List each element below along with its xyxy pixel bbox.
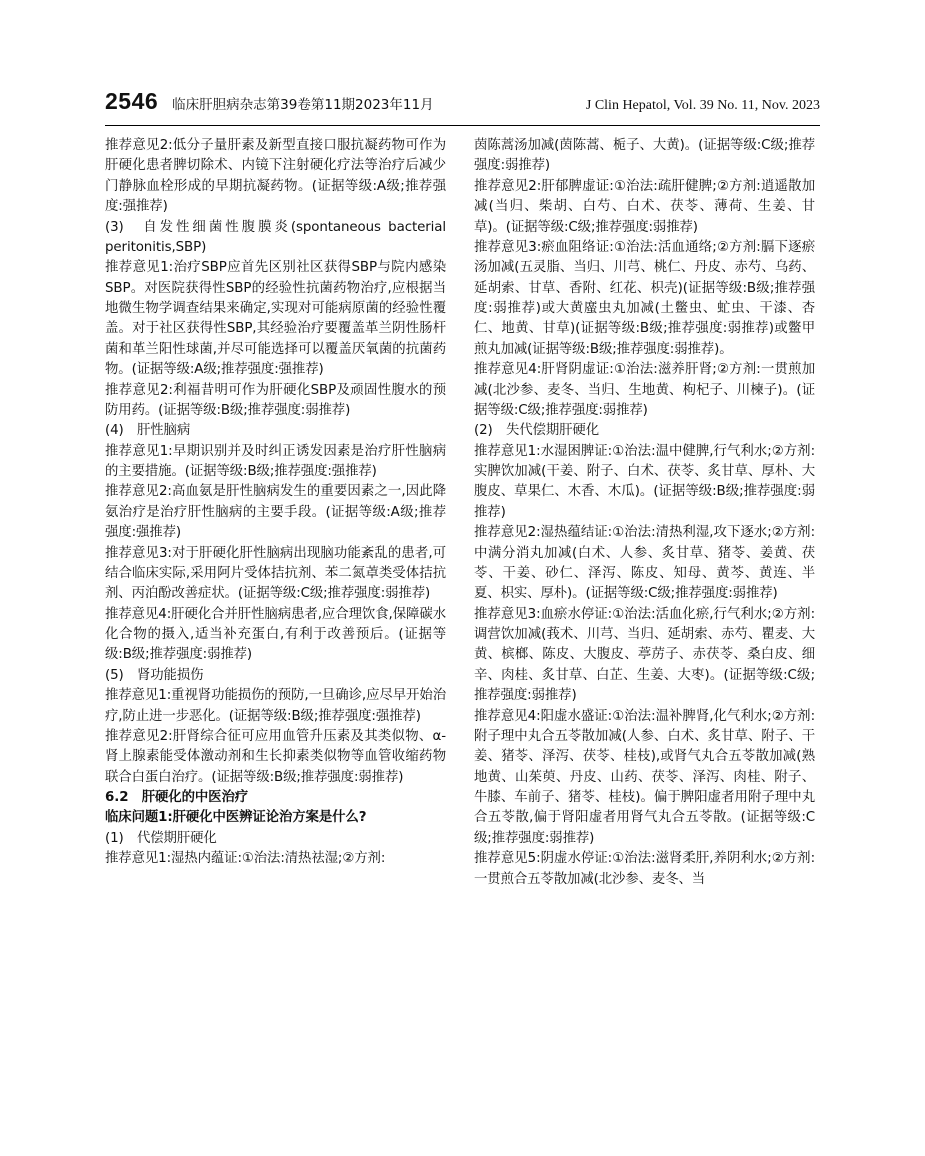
rec-1-renal: 推荐意见1:重视肾功能损伤的预防,一旦确诊,应尽早开始治疗,防止进一步恶化。(证据等级:B级;推荐强度:强推荐) — [105, 688, 446, 724]
heading-hepatic-encephalopathy: (4) 肝性脑病 — [105, 423, 191, 439]
rec-2-damp-heat-accum: 推荐意见2:湿热蕴结证:①治法:清热利湿,攻下逐水;②方剂:中满分消丸加减(白术、人参、炙甘草、猪苓、姜黄、茯苓、干姜、砂仁、泽泻、陈皮、知母、黄芩、黄连、半夏、枳实、厚朴)。(证据等级:C级;推荐强度:弱推荐) — [474, 525, 815, 602]
rec-2-renal: 推荐意见2:肝肾综合征可应用血管升压素及其类似物、α-肾上腺素能受体激动剂和生长抑素类似物等血管收缩药物联合白蛋白治疗。(证据等级:B级;推荐强度:弱推荐) — [105, 728, 446, 785]
page-header — [105, 88, 820, 115]
rec-2-he: 推荐意见2:高血氨是肝性脑病发生的重要因素之一,因此降氨治疗是治疗肝性脑病的主要手段。(证据等级:A级;推荐强度:强推荐) — [105, 484, 446, 541]
rec-1-sbp: 推荐意见1:治疗SBP应首先区别社区获得SBP与院内感染SBP。对医院获得性SBP的经验性抗菌药物治疗,应根据当地微生物学调查结果来确定,实现对可能病原菌的经验性覆盖。对于社区获得性SBP,其经验治疗要覆盖革兰阴性肠杆菌和革兰阳性球菌,并尽可能选择可以覆盖厌氧菌的抗菌药物。(证据等级:A级;推荐强度:强推荐) — [105, 260, 446, 378]
rec-2-sbp: 推荐意见2:利福昔明可作为肝硬化SBP及顽固性腹水的预防用药。(证据等级:B级;推荐强度:弱推荐) — [105, 382, 446, 418]
rec-3-blood-stasis-water: 推荐意见3:血瘀水停证:①治法:活血化瘀,行气利水;②方剂:调营饮加减(莪术、川芎、当归、延胡索、赤芍、瞿麦、大黄、槟榔、陈皮、大腹皮、葶苈子、赤茯苓、桑白皮、细辛、肉桂、炙甘草、白芷、生姜、大枣)。(证据等级:C级;推荐强度:弱推荐) — [474, 606, 815, 704]
heading-renal-impairment: (5) 肾功能损伤 — [105, 667, 204, 683]
rec-4-liver-kidney-yin: 推荐意见4:肝肾阴虚证:①治法:滋养肝肾;②方剂:一贯煎加减(北沙参、麦冬、当归、生地黄、枸杞子、川楝子)。(证据等级:C级;推荐强度:弱推荐) — [474, 362, 815, 418]
rec-3-he: 推荐意见3:对于肝硬化肝性脑病出现脑功能紊乱的患者,可结合临床实际,采用阿片受体拮抗剂、苯二氮䓬类受体拮抗剂、丙泊酚改善症状。(证据等级:C级;推荐强度:弱推荐) — [105, 545, 446, 602]
rec-4-he: 推荐意见4:肝硬化合并肝性脑病患者,应合理饮食,保障碳水化合物的摄入,适当补充蛋白,有利于改善预后。(证据等级:B级;推荐强度:弱推荐) — [105, 606, 446, 663]
header-rule — [105, 125, 820, 126]
rec-1-he: 推荐意见1:早期识别并及时纠正诱发因素是治疗肝性脑病的主要措施。(证据等级:B级;推荐强度:强推荐) — [105, 443, 446, 479]
rec-2-anticoagulant: 推荐意见2:低分子量肝素及新型直接口服抗凝药物可作为肝硬化患者脾切除术、内镜下注射硬化疗法等治疗后减少门静脉血栓形成的早期抗凝药物。(证据等级:A级;推荐强度:强推荐) — [105, 138, 446, 215]
two-column-body — [105, 136, 820, 890]
right-column — [474, 136, 815, 890]
rec-5-yin-deficiency: 推荐意见5:阴虚水停证:①治法:滋肾柔肝,养阴利水;②方剂:一贯煎合五苓散加减(北沙参、麦冬、当 — [474, 851, 815, 887]
rec-3-blood-stasis: 推荐意见3:瘀血阻络证:①治法:活血通络;②方剂:膈下逐瘀汤加减(五灵脂、当归、川芎、桃仁、丹皮、赤芍、乌药、延胡索、甘草、香附、红花、枳壳)(证据等级:B级;推荐强度:弱推荐)或大黄䗪虫丸加减(土鳖虫、虻虫、干漆、杏仁、地黄、甘草)(证据等级:B级;推荐强度:弱推荐)或鳖甲煎丸加减(证据等级:B级;推荐强度:弱推荐)。 — [474, 239, 815, 357]
rec-1-yinchenhao-cont: 茵陈蒿汤加减(茵陈蒿、栀子、大黄)。(证据等级:C级;推荐强度:弱推荐) — [474, 138, 815, 174]
rec-1-water-damp: 推荐意见1:水湿困脾证:①治法:温中健脾,行气利水;②方剂:实脾饮加减(干姜、附子、白术、茯苓、炙甘草、厚朴、大腹皮、草果仁、木香、木瓜)。(证据等级:B级;推荐强度:弱推荐) — [474, 443, 815, 520]
rec-1-damp-heat: 推荐意见1:湿热内蕴证:①治法:清热祛湿;②方剂: — [105, 851, 386, 867]
journal-title-en: J Clin Hepatol, Vol. 39 No. 11, Nov. 2023 — [585, 98, 820, 113]
heading-decompensated: (2) 失代偿期肝硬化 — [474, 423, 599, 439]
section-heading-6-2: 6.2 肝硬化的中医治疗 — [105, 790, 249, 805]
left-column — [105, 136, 446, 870]
heading-compensated: (1) 代偿期肝硬化 — [105, 830, 217, 846]
heading-sbp: (3) 自发性细菌性腹膜炎(spontaneous bacterial peritonitis,SBP) — [105, 219, 446, 255]
rec-2-liver-depression: 推荐意见2:肝郁脾虚证:①治法:疏肝健脾;②方剂:逍遥散加减(当归、柴胡、白芍、白术、茯苓、薄荷、生姜、甘草)。(证据等级:C级;推荐强度:弱推荐) — [474, 178, 815, 235]
page-number: 2546 — [105, 88, 159, 114]
rec-4-yang-deficiency: 推荐意见4:阳虚水盛证:①治法:温补脾肾,化气利水;②方剂:附子理中丸合五苓散加减(人参、白术、炙甘草、附子、干姜、猪苓、泽泻、茯苓、桂枝),或肾气丸合五苓散加减(熟地黄、山茱萸、丹皮、山药、茯苓、泽泻、肉桂、附子、牛膝、车前子、猪苓、桂枝)。偏于脾阳虚者用附子理中丸合五苓散,偏于肾阳虚者用肾气丸合五苓散。(证据等级:C级;推荐强度:弱推荐) — [474, 708, 815, 846]
clinical-question-1: 临床问题1:肝硬化中医辨证论治方案是什么? — [105, 810, 367, 826]
journal-title-cn: 临床肝胆病杂志第39卷第11期2023年11月 — [172, 97, 434, 113]
